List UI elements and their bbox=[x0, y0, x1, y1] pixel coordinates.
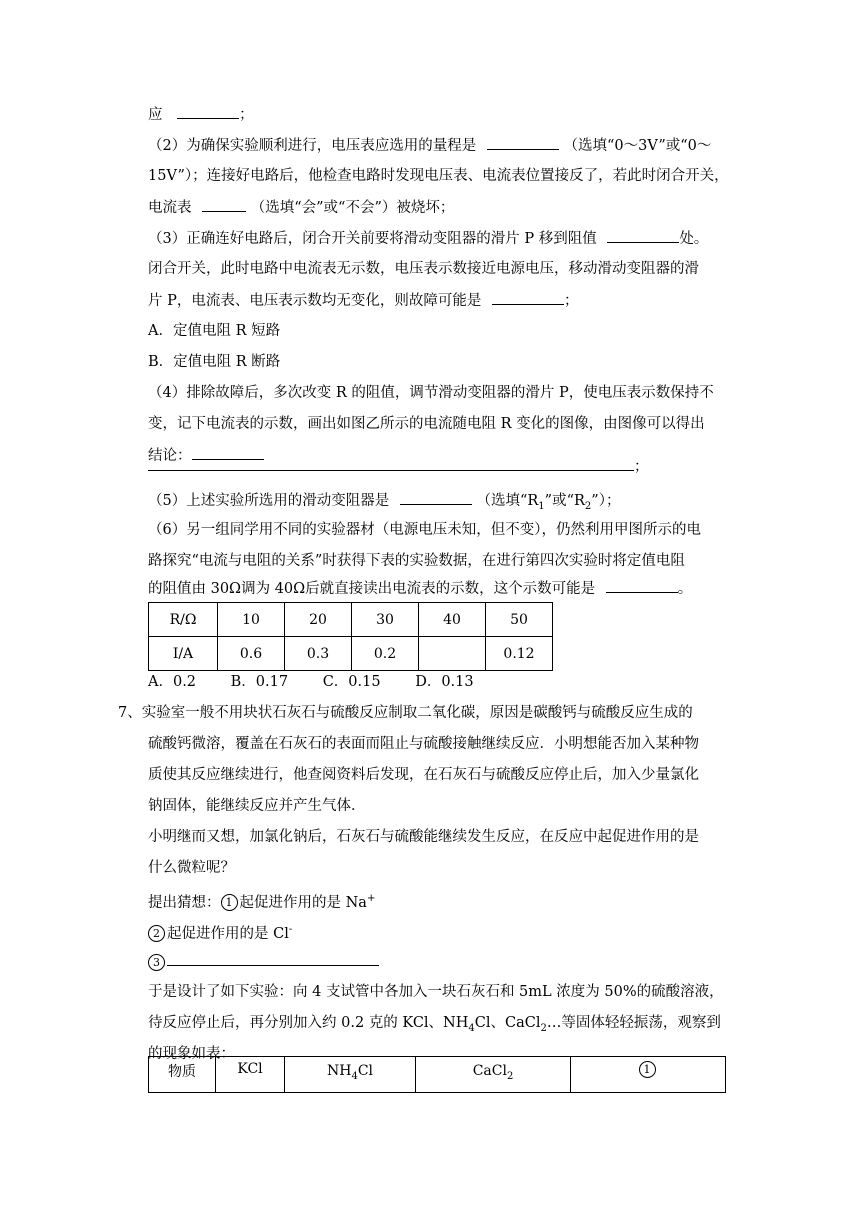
circled-number-icon: 1 bbox=[639, 1061, 656, 1078]
text: CaCl bbox=[472, 1063, 507, 1079]
table-cell: 0.6 bbox=[218, 637, 285, 671]
q7-line3 bbox=[148, 765, 699, 785]
text: （2）为确保实验顺利进行，电压表应选用的量程是 bbox=[148, 138, 477, 154]
circled-number-icon: 3 bbox=[148, 954, 165, 971]
text: （4）排除故障后，多次改变 R 的阻值，调节滑动变阻器的滑片 P，使电压表示数保持不 bbox=[148, 385, 714, 401]
q6-part6-line3 bbox=[148, 578, 692, 599]
text: 电流表 bbox=[148, 200, 192, 216]
table-row bbox=[149, 1057, 726, 1093]
q6-part6-line2 bbox=[148, 551, 685, 571]
table-cell: 0.12 bbox=[486, 637, 553, 671]
text: 闭合开关，此时电路中电流表无示数，电压表示数接近电源电压，移动滑动变阻器的滑 bbox=[148, 261, 699, 277]
text: 变，记下电流表的示数，画出如图乙所示的电流随电阻 R 变化的图像，由图像可以得出 bbox=[148, 416, 705, 432]
answer-blank[interactable] bbox=[607, 228, 679, 243]
text: 应 bbox=[148, 107, 163, 123]
table-row bbox=[149, 603, 553, 637]
text: ； bbox=[634, 459, 649, 475]
text: 起促进作用的是 Na bbox=[239, 894, 367, 911]
subscript: 4 bbox=[351, 1070, 358, 1082]
q7-line6 bbox=[148, 858, 235, 878]
text: 结论： bbox=[148, 448, 192, 464]
option-b bbox=[148, 352, 280, 372]
q6-part3-line3 bbox=[148, 290, 578, 311]
text: （选填“0～3V”或“0～ bbox=[563, 138, 712, 154]
q7-line2 bbox=[148, 734, 699, 754]
table-cell: 40 bbox=[419, 603, 486, 637]
text: （6）另一组同学用不同的实验器材（电源电压未知，但不变），仍然利用甲图所示的电 bbox=[148, 522, 701, 538]
table-row bbox=[149, 637, 553, 671]
table-cell: 0.3 bbox=[285, 637, 352, 671]
text: NH bbox=[326, 1063, 352, 1079]
resistance-current-table bbox=[148, 602, 553, 671]
hypothesis-2 bbox=[148, 920, 292, 944]
question-7-title: 7、实验室一般不用块状石灰石与硫酸反应制取二氧化碳，原因是碳酸钙与硫酸反应生成的 bbox=[118, 705, 693, 721]
superscript: - bbox=[288, 924, 293, 935]
hypothesis-3 bbox=[148, 951, 379, 972]
text: 15V”）；连接好电路后，他检查电路时发现电压表、电流表位置接反了，若此时闭合开关， bbox=[148, 168, 729, 184]
table-cell: 物质 bbox=[149, 1057, 216, 1093]
table-cell: I/A bbox=[149, 637, 218, 671]
text: 片 P，电流表、电压表示数均无变化，则故障可能是 bbox=[148, 293, 482, 309]
table-cell: 50 bbox=[486, 603, 553, 637]
text: 。 bbox=[677, 581, 693, 597]
subscript: 4 bbox=[468, 1022, 475, 1034]
answer-blank-long[interactable] bbox=[148, 456, 634, 471]
text: （选填“R bbox=[476, 493, 539, 509]
subscript: 2 bbox=[584, 500, 592, 512]
q6-part3-line2 bbox=[148, 259, 699, 279]
q6-part3-line1 bbox=[148, 228, 708, 249]
table-cell bbox=[571, 1057, 726, 1093]
q6-part4-line4 bbox=[148, 456, 649, 477]
text: ”）； bbox=[591, 493, 621, 509]
table-cell: 30 bbox=[352, 603, 419, 637]
text: ”或“R bbox=[544, 493, 585, 509]
table-cell: 0.2 bbox=[352, 637, 419, 671]
answer-blank[interactable] bbox=[202, 197, 246, 212]
experiment-line2 bbox=[148, 1013, 721, 1039]
q6-part5 bbox=[148, 490, 620, 517]
answer-blank[interactable] bbox=[606, 578, 678, 593]
text: Cl、CaCl bbox=[474, 1015, 541, 1031]
text: 钠固体，能继续反应并产生气体． bbox=[148, 798, 366, 814]
experiment-line1 bbox=[148, 982, 724, 1002]
answer-blank[interactable] bbox=[167, 951, 379, 966]
q6-part4-line1 bbox=[148, 383, 714, 403]
text: 小明继而又想，加氯化钠后，石灰石与硫酸能继续发生反应，在反应中起促进作用的是 bbox=[148, 829, 699, 845]
q7-line4 bbox=[148, 796, 366, 816]
text: （5）上述实验所选用的滑动变阻器是 bbox=[148, 493, 390, 509]
text: 路探究“电流与电阻的关系”时获得下表的实验数据，在进行第四次实验时将定值电阻 bbox=[148, 553, 685, 569]
text: 处。 bbox=[679, 231, 709, 247]
choice-b[interactable]: B．0.17 bbox=[230, 674, 289, 690]
table-cell: 10 bbox=[218, 603, 285, 637]
choice-row bbox=[148, 672, 474, 692]
answer-blank[interactable] bbox=[400, 490, 472, 505]
text: （选填“会”或“不会”）被烧坏； bbox=[250, 200, 455, 216]
text: （3）正确连好电路后，闭合开关前要将滑动变阻器的滑片 P 移到阻值 bbox=[148, 231, 597, 247]
text: 的阻值由 30Ω调为 40Ω后就直接读出电流表的示数，这个示数可能是 bbox=[148, 581, 596, 597]
choice-c[interactable]: C．0.15 bbox=[322, 674, 381, 690]
subscript: 2 bbox=[540, 1022, 547, 1034]
text: 待反应停止后，再分别加入约 0.2 克的 KCl、NH bbox=[148, 1015, 469, 1031]
q6-part4-line2 bbox=[148, 414, 705, 434]
table-cell bbox=[419, 637, 486, 671]
q6-part2-line2 bbox=[148, 166, 729, 186]
text: 起促进作用的是 Cl bbox=[167, 925, 289, 942]
hypothesis-1 bbox=[148, 889, 375, 913]
answer-blank[interactable] bbox=[177, 104, 239, 119]
text: 质使其反应继续进行，他查阅资料后发现，在石灰石与硫酸反应停止后，加入少量氯化 bbox=[148, 767, 699, 783]
text: 提出猜想： bbox=[148, 894, 221, 911]
text: 于是设计了如下实验：向 4 支试管中各加入一块石灰石和 5mL 浓度为 50%的硫酸溶液， bbox=[148, 984, 724, 1000]
substance-table bbox=[148, 1056, 726, 1093]
text: 的现象如表： bbox=[148, 1046, 235, 1062]
table-cell bbox=[416, 1057, 571, 1093]
text: 硫酸钙微溶，覆盖在石灰石的表面而阻止与硫酸接触继续反应．小明想能否加入某种物 bbox=[148, 736, 699, 752]
q6-part2-line1 bbox=[148, 135, 711, 156]
table-cell bbox=[285, 1057, 416, 1093]
q7-line5 bbox=[148, 827, 699, 847]
table-cell: 20 bbox=[285, 603, 352, 637]
line-answer-continue bbox=[148, 104, 254, 125]
superscript: + bbox=[366, 893, 376, 904]
table-cell: KCl bbox=[216, 1057, 285, 1093]
answer-blank[interactable] bbox=[492, 290, 564, 305]
table-cell: R/Ω bbox=[149, 603, 218, 637]
q7-line1 bbox=[118, 703, 693, 723]
text: 什么微粒呢？ bbox=[148, 860, 235, 876]
subscript: 1 bbox=[538, 500, 545, 512]
q6-part6-line1 bbox=[148, 520, 701, 540]
circled-number-icon: 1 bbox=[221, 894, 238, 911]
answer-blank[interactable] bbox=[487, 135, 559, 150]
circled-number-icon: 2 bbox=[148, 925, 165, 942]
q6-part2-line3 bbox=[148, 197, 454, 218]
choice-d[interactable]: D．0.13 bbox=[415, 674, 474, 690]
text: ； bbox=[239, 107, 254, 123]
text: B．定值电阻 R 断路 bbox=[148, 354, 281, 370]
text: Cl bbox=[357, 1063, 374, 1079]
text: …等固体轻轻振荡，观察到 bbox=[546, 1015, 721, 1031]
option-a bbox=[148, 321, 280, 341]
text: A．定值电阻 R 短路 bbox=[148, 323, 281, 339]
choice-a[interactable]: A．0.2 bbox=[148, 674, 197, 690]
text: ； bbox=[563, 293, 579, 309]
subscript: 2 bbox=[506, 1070, 514, 1082]
